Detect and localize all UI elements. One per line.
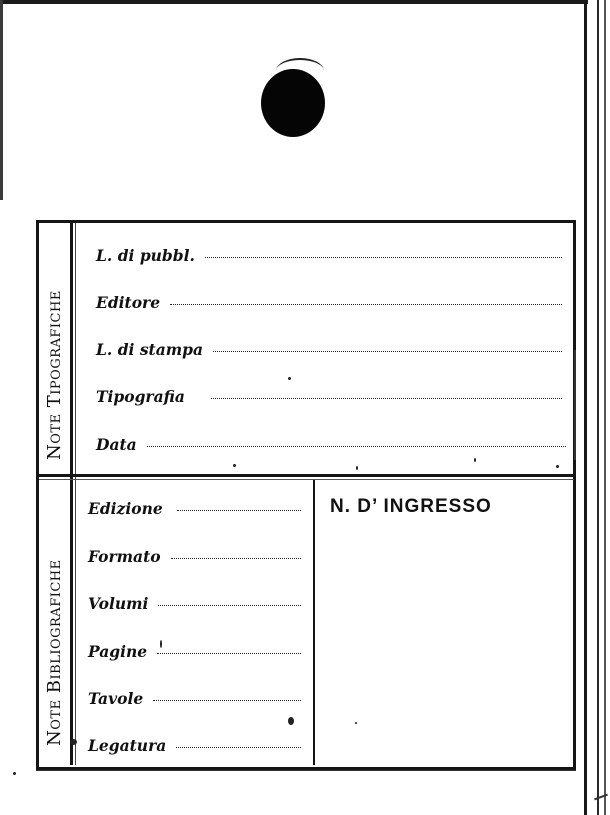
ingresso-column-divider <box>313 480 315 765</box>
ink-speck <box>574 350 576 460</box>
field-label: Editore <box>96 293 161 312</box>
card-right-edge <box>584 0 587 815</box>
dotted-line <box>153 699 301 701</box>
field-label: Volumi <box>88 594 149 613</box>
ink-speck <box>70 739 77 745</box>
dotted-line <box>205 256 562 258</box>
field-pagine[interactable] <box>88 642 301 661</box>
dotted-line <box>213 350 562 352</box>
field-volumi[interactable] <box>88 594 301 613</box>
field-label: Tavole <box>88 689 144 708</box>
field-editore[interactable] <box>96 293 562 312</box>
field-label: L. di pubbl. <box>96 246 195 265</box>
field-tipografia[interactable] <box>96 387 562 406</box>
field-tavole[interactable] <box>88 689 301 708</box>
card-right-edge-outer <box>604 0 606 815</box>
field-label: Tipografia <box>96 387 185 406</box>
field-label: Formato <box>88 547 161 566</box>
field-edizione[interactable] <box>88 499 301 518</box>
ink-speck <box>233 464 236 467</box>
field-legatura[interactable] <box>88 736 301 755</box>
dotted-line <box>177 509 301 511</box>
punch-hole <box>261 69 325 137</box>
field-label: Pagine <box>88 642 148 661</box>
ink-speck <box>160 640 162 648</box>
card-left-edge <box>0 0 3 200</box>
ink-speck <box>556 465 559 468</box>
dotted-line <box>176 746 301 748</box>
ink-speck <box>474 458 476 462</box>
dotted-line <box>211 397 562 399</box>
section-label-text: Note Bibliografiche <box>44 559 65 746</box>
ink-speck <box>13 772 16 775</box>
section-label-text: Note Tipografiche <box>44 290 65 460</box>
field-label: Data <box>96 435 137 454</box>
ink-speck <box>288 717 294 725</box>
ink-speck <box>355 722 357 724</box>
field-luogo-stampa[interactable] <box>96 340 562 359</box>
field-label: Edizione <box>88 499 163 518</box>
field-formato[interactable] <box>88 547 301 566</box>
card-top-edge <box>0 0 588 4</box>
section-divider <box>39 474 574 477</box>
ink-speck <box>356 466 358 470</box>
section-divider-thin <box>39 479 574 480</box>
bottom-rule <box>36 770 576 771</box>
card-right-edge-inner <box>597 0 599 815</box>
label-column-rule <box>70 223 73 765</box>
field-luogo-pubblicazione[interactable] <box>96 246 562 265</box>
label-column-rule-thin <box>75 223 76 765</box>
field-label: Legatura <box>88 736 167 755</box>
field-label: L. di stampa <box>96 340 204 359</box>
section-label-bibliografiche <box>44 559 65 746</box>
dotted-line <box>170 303 562 305</box>
dotted-line <box>147 445 566 447</box>
section-label-tipografiche <box>44 290 65 460</box>
ink-speck <box>288 377 291 380</box>
field-data[interactable] <box>96 435 566 454</box>
dotted-line <box>171 557 301 559</box>
dotted-line <box>158 604 301 606</box>
dotted-line <box>157 652 301 654</box>
numero-ingresso-label: N. D’ INGRESSO <box>330 496 492 517</box>
